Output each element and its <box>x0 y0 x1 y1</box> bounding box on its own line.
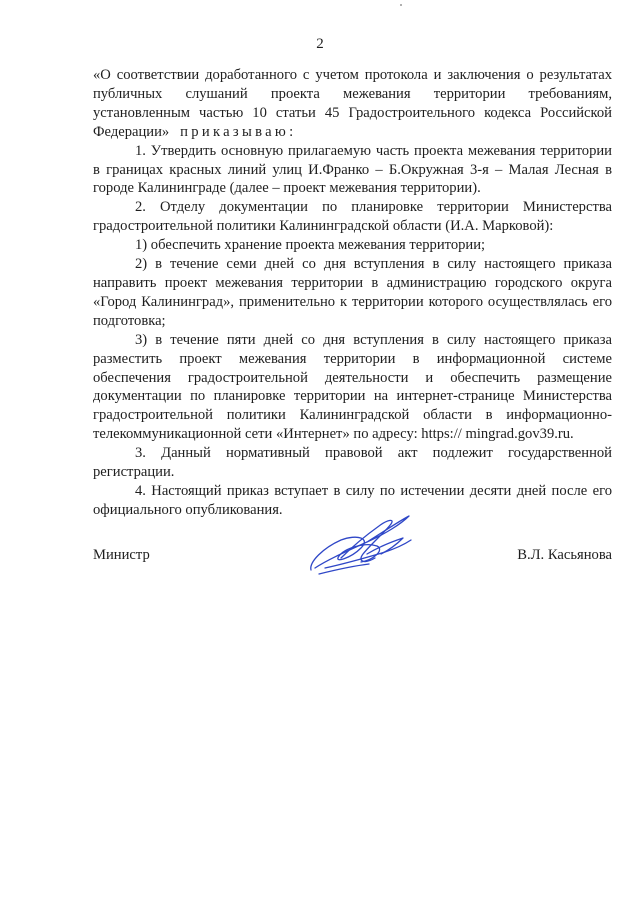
paragraph-item-4: 4. Настоящий приказ вступает в силу по истечении десяти дней после его официального опубликования. <box>93 482 612 518</box>
signature-block <box>93 508 612 588</box>
paragraph-item-2: 2. Отделу документации по планировке территории Министерства градостроительной политики Калининградской области (И.А. Марковой): <box>93 199 612 235</box>
signatory-name: В.Л. Касьянова <box>517 547 612 563</box>
subparagraph-1: 1) обеспечить хранение проекта межевания территории; <box>135 237 486 254</box>
paragraph-item-3: 3. Данный нормативный правовой акт подлежит государственной регистрации. <box>93 445 612 481</box>
subparagraph-2: 2) в течение семи дней со дня вступления в силу настоящего приказа направить проект межевания территории в администрацию городского округа «Город Калининград», применительно к территории которого осуществлялась его подготовка; <box>93 256 612 329</box>
page-number: 2 <box>316 36 324 52</box>
paragraph-item-1: 1. Утвердить основную прилагаемую часть проекта межевания территории в границах красных линий улиц И.Франко – Б.Окружная 3-я – Малая Лесная в городе Калининграде (далее – проект межевания территории). <box>93 142 612 197</box>
document-body <box>93 66 612 520</box>
intro-text: «О соответствии доработанного с учетом протокола и заключения о результатах публичных слушаний проекта межевания территории требованиям, установленным частью 10 статьи 45 Градостроительного кодекса Российской Федерации» <box>93 67 612 140</box>
signatory-title: Министр <box>93 547 150 563</box>
order-colon: : <box>289 123 294 140</box>
order-word: приказываю <box>180 123 290 140</box>
intro-paragraph <box>93 66 612 142</box>
scan-speck <box>400 4 402 6</box>
subparagraph-3: 3) в течение пяти дней со дня вступления в силу настоящего приказа разместить проект межевания территории в информационной системе обеспечения градостроительной деятельности и обеспечить размещение документации по планировке территории на интернет-странице Министерства градостроительной политики Калининградской области в информационно-телекоммуникационной сети «Интернет» по адресу: https:// mingrad.gov39.ru. <box>93 331 612 443</box>
handwritten-signature <box>305 508 417 580</box>
